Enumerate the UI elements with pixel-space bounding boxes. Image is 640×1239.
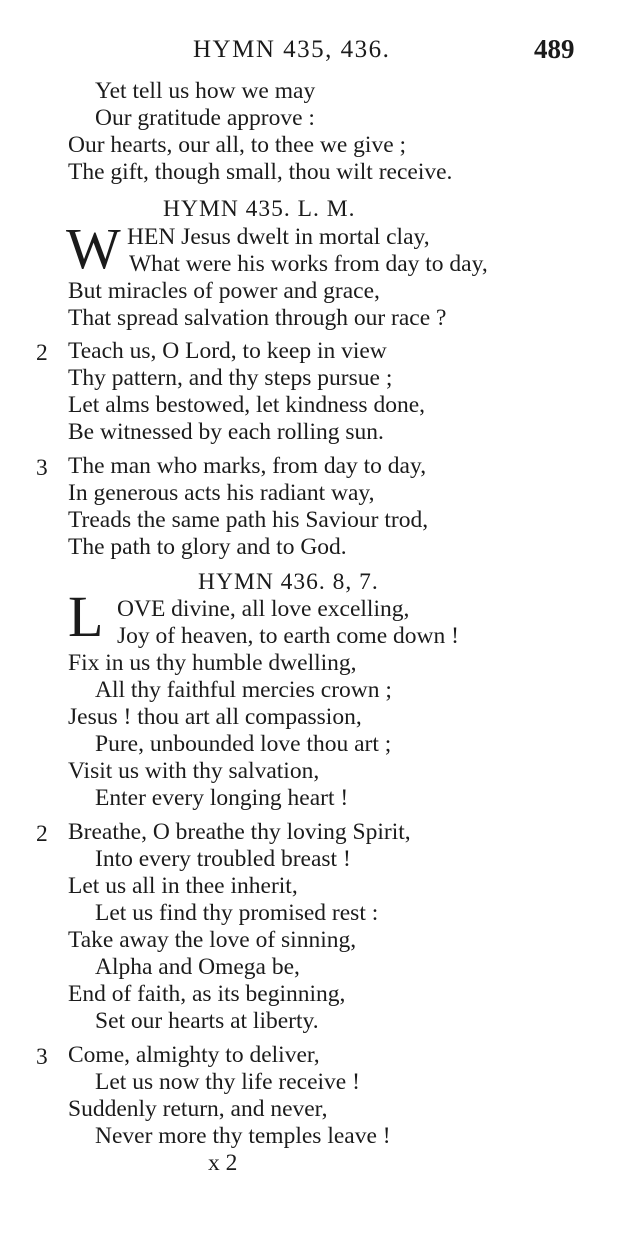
verse-line: Come, almighty to deliver, [68, 1042, 320, 1068]
verse-line: Our gratitude approve : [95, 105, 315, 131]
verse-line: Let alms bestowed, let kindness done, [68, 392, 425, 418]
verse-line: Alpha and Omega be, [95, 954, 300, 980]
verse-line: Pure, unbounded love thou art ; [95, 731, 392, 757]
verse-line: Thy pattern, and thy steps pursue ; [68, 365, 393, 391]
verse-line: Into every troubled breast ! [95, 846, 351, 872]
verse-number: 2 [36, 821, 48, 847]
verse-line: The path to glory and to God. [68, 534, 347, 560]
verse-line: Our hearts, our all, to thee we give ; [68, 132, 407, 158]
verse-line: Joy of heaven, to earth come down ! [117, 623, 459, 649]
verse-line: Breathe, O breathe thy loving Spirit, [68, 819, 411, 845]
verse-line: OVE divine, all love excelling, [117, 596, 410, 622]
page-number: 489 [534, 34, 575, 64]
drop-cap: W [66, 216, 121, 281]
verse-line: Fix in us thy humble dwelling, [68, 650, 357, 676]
hymn-heading: HYMN 435. L. M. [163, 196, 356, 222]
verse-line: Never more thy temples leave ! [95, 1123, 391, 1149]
verse-line: HEN Jesus dwelt in mortal clay, [127, 224, 430, 250]
verse-line: Let us now thy life receive ! [95, 1069, 360, 1095]
verse-line: Yet tell us how we may [95, 78, 316, 104]
running-head: HYMN 435, 436. [193, 36, 391, 63]
verse-line: Visit us with thy salvation, [68, 758, 320, 784]
verse-number: 3 [36, 1044, 48, 1070]
hymn-heading: HYMN 436. 8, 7. [198, 569, 379, 595]
verse-line: In generous acts his radiant way, [68, 480, 375, 506]
verse-line: Be witnessed by each rolling sun. [68, 419, 384, 445]
verse-line: All thy faithful mercies crown ; [95, 677, 392, 703]
verse-line: Jesus ! thou art all compassion, [68, 704, 362, 730]
verse-line: Let us find thy promised rest : [95, 900, 379, 926]
verse-line: Enter every longing heart ! [95, 785, 349, 811]
verse-line: Suddenly return, and never, [68, 1096, 328, 1122]
verse-line: Take away the love of sinning, [68, 927, 357, 953]
verse-line: Treads the same path his Saviour trod, [68, 507, 429, 533]
verse-line: End of faith, as its beginning, [68, 981, 346, 1007]
verse-line: The man who marks, from day to day, [68, 453, 427, 479]
verse-line: But miracles of power and grace, [68, 278, 380, 304]
verse-line: Let us all in thee inherit, [68, 873, 298, 899]
signature-mark: x 2 [208, 1150, 238, 1176]
verse-line: Set our hearts at liberty. [95, 1008, 319, 1034]
verse-line: Teach us, O Lord, to keep in view [68, 338, 387, 364]
verse-line: What were his works from day to day, [129, 251, 488, 277]
verse-number: 2 [36, 340, 48, 366]
verse-line: The gift, though small, thou wilt receive. [68, 159, 453, 185]
verse-number: 3 [36, 455, 48, 481]
verse-line: That spread salvation through our race ? [68, 305, 447, 331]
drop-cap: L [68, 584, 104, 649]
